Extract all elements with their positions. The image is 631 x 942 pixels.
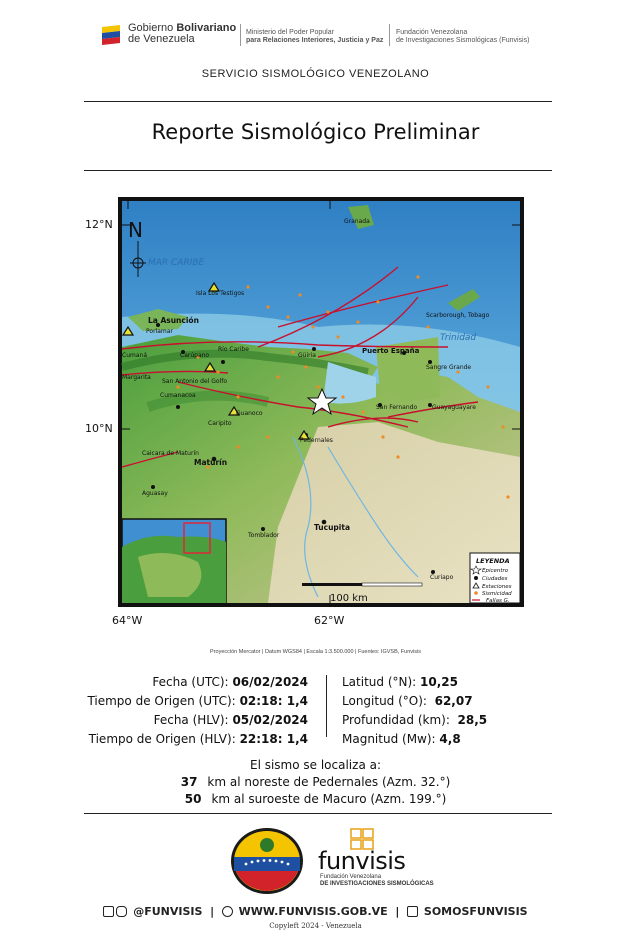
- origen-hlv-value: 22:18: 1,4: [239, 732, 308, 746]
- place-label: Pedernales: [300, 437, 333, 444]
- place-label: Sangre Grande: [426, 364, 472, 371]
- gov-line1-bold: Bolivariano: [176, 22, 237, 34]
- divider-top: [84, 101, 552, 102]
- place-label: Carúpano: [180, 352, 210, 359]
- latitud-row: [342, 673, 582, 692]
- place-label: Caripito: [208, 420, 232, 427]
- map-svg: [118, 197, 524, 607]
- place-label: Guayaguayare: [432, 404, 476, 411]
- divider-title: [84, 170, 552, 171]
- lon-label-62: 62°W: [314, 614, 345, 627]
- fecha-hlv-label: Fecha (HLV):: [153, 713, 229, 727]
- info-divider: [326, 675, 327, 737]
- location-row: [0, 774, 631, 791]
- scale-label: 100 km: [330, 593, 368, 604]
- venezuela-flag-icon: [100, 23, 122, 45]
- gov-line1: Gobierno: [128, 22, 177, 34]
- place-label: Caicara de Maturín: [142, 450, 199, 457]
- info-left: [60, 673, 308, 749]
- location-km: 37: [180, 775, 198, 789]
- funvisis-brand: funvisis: [318, 847, 406, 875]
- place-label: San Fernando: [376, 404, 418, 411]
- place-label: Tomblador: [248, 532, 280, 539]
- location-km: 50: [184, 792, 202, 806]
- origen-hlv-label: Tiempo de Origen (HLV):: [88, 732, 236, 746]
- magnitud-value: 4,8: [439, 732, 461, 746]
- origen-utc-label: Tiempo de Origen (UTC):: [87, 694, 236, 708]
- place-label: Guanoco: [236, 410, 263, 417]
- place-label: Puerto España: [362, 347, 420, 355]
- legend-item: Sismicidad: [482, 591, 512, 597]
- social-handle[interactable]: @FUNVISIS: [133, 904, 203, 918]
- place-label: Río Caribe: [218, 346, 249, 353]
- place-label: Margarita: [122, 374, 151, 381]
- lon-label-64: 64°W: [112, 614, 143, 627]
- youtube-icon[interactable]: [407, 906, 418, 917]
- ministry-name: [246, 29, 383, 45]
- place-label: La Asunción: [148, 316, 199, 325]
- place-label: Curiapo: [430, 574, 454, 581]
- legend-city-icon: [474, 576, 478, 580]
- longitud-row: [342, 692, 582, 711]
- header-divider: [240, 24, 241, 46]
- seismic-map: [118, 197, 524, 607]
- report-title: Reporte Sismológico Preliminar: [151, 120, 480, 144]
- fund-line2: de Investigaciones Sismológicas (Funvisis): [396, 37, 530, 44]
- place-label: Aguasay: [142, 490, 168, 497]
- location-block: [0, 757, 631, 808]
- inset-map: [122, 519, 226, 603]
- divider-bottom: [84, 813, 552, 814]
- place-label: Isla Los Testigos: [196, 290, 245, 297]
- web-icon[interactable]: [222, 906, 233, 917]
- north-label: N: [128, 218, 143, 242]
- copyright: Copyleft 2024 - Venezuela: [269, 922, 362, 930]
- legend-item: Epicentro: [482, 568, 509, 574]
- ministry-line1: Ministerio del Poder Popular: [246, 29, 334, 36]
- x-icon[interactable]: [103, 906, 114, 917]
- seismological-service-seal-icon: [230, 827, 304, 895]
- lat-label-10: 10°N: [85, 422, 113, 435]
- sea-label: MAR CARIBE: [148, 258, 205, 268]
- trinidad-label: Trinidad: [440, 333, 477, 343]
- origen-utc-row: [60, 692, 308, 711]
- location-text: km al suroeste de Macuro (Azm. 199.°): [211, 792, 447, 806]
- ministry-line2: para Relaciones Interiores, Justicia y Paz: [246, 37, 384, 44]
- place-label: Cumaná: [122, 352, 147, 359]
- magnitud-label: Magnitud (Mw):: [342, 732, 436, 746]
- map-legend: [470, 553, 520, 604]
- fecha-utc-row: [60, 673, 308, 692]
- gov-logo: [100, 18, 236, 50]
- location-text: km al noreste de Pedernales (Azm. 32.°): [207, 775, 451, 789]
- place-label: Güiria: [298, 352, 316, 359]
- website-link[interactable]: WWW.FUNVISIS.GOB.VE: [238, 904, 388, 918]
- service-title: SERVICIO SISMOLÓGICO VENEZOLANO: [201, 68, 430, 80]
- place-label: Maturín: [194, 458, 228, 467]
- gov-line2: de Venezuela: [128, 33, 195, 45]
- fund-line1: Fundación Venezolana: [396, 29, 468, 36]
- map-caption: Proyección Mercator | Datum WGS84 | Escala 1:3.500.000 | Fuentes: IGVSB, Funvisis: [210, 649, 421, 655]
- fecha-hlv-row: [60, 711, 308, 730]
- fecha-utc-value: 06/02/2024: [232, 675, 308, 689]
- place-label: Porlamar: [146, 328, 173, 335]
- instagram-icon[interactable]: [116, 906, 127, 917]
- legend-seismicity-icon: [474, 591, 478, 595]
- origen-utc-value: 02:18: 1,4: [239, 694, 308, 708]
- location-intro: El sismo se localiza a:: [249, 758, 382, 772]
- latitud-value: 10,25: [420, 675, 458, 689]
- scale-bar: [302, 583, 422, 586]
- gov-name: [128, 23, 236, 45]
- longitud-label: Longitud (°O):: [342, 694, 427, 708]
- fecha-utc-label: Fecha (UTC):: [152, 675, 229, 689]
- foundation-name: [396, 29, 529, 45]
- profundidad-value: 28,5: [457, 713, 488, 727]
- longitud-value: 62,07: [434, 694, 473, 708]
- info-right: [342, 673, 582, 749]
- legend-title: LEYENDA: [476, 557, 510, 565]
- social-sep: |: [395, 904, 400, 918]
- legend-item: Ciudades: [482, 576, 508, 582]
- origen-hlv-row: [60, 730, 308, 749]
- profundidad-row: [342, 711, 582, 730]
- legend-item: Estaciones: [482, 584, 512, 590]
- youtube-channel[interactable]: SOMOSFUNVISIS: [423, 904, 528, 918]
- place-label: San Antonio del Golfo: [162, 378, 228, 385]
- legend-item: Fallas G.: [486, 598, 510, 604]
- location-row: [0, 791, 631, 808]
- social-sep: |: [210, 904, 215, 918]
- profundidad-label: Profundidad (km):: [342, 713, 450, 727]
- social-bar: [0, 904, 631, 918]
- place-label: Granada: [344, 218, 370, 225]
- lat-label-12: 12°N: [85, 218, 113, 231]
- funvisis-subtitle: [320, 874, 434, 888]
- place-label: Tucupita: [314, 523, 351, 532]
- fecha-hlv-value: 05/02/2024: [232, 713, 308, 727]
- latitud-label: Latitud (°N):: [342, 675, 417, 689]
- funvisis-sub1: Fundación Venezolana: [320, 874, 382, 880]
- magnitud-row: [342, 730, 582, 749]
- place-label: Scarborough, Tobago: [426, 312, 490, 319]
- header-divider-2: [389, 24, 390, 46]
- place-label: Cumanacoa: [160, 392, 196, 399]
- funvisis-sub2: DE INVESTIGACIONES SISMOLÓGICAS: [320, 881, 434, 887]
